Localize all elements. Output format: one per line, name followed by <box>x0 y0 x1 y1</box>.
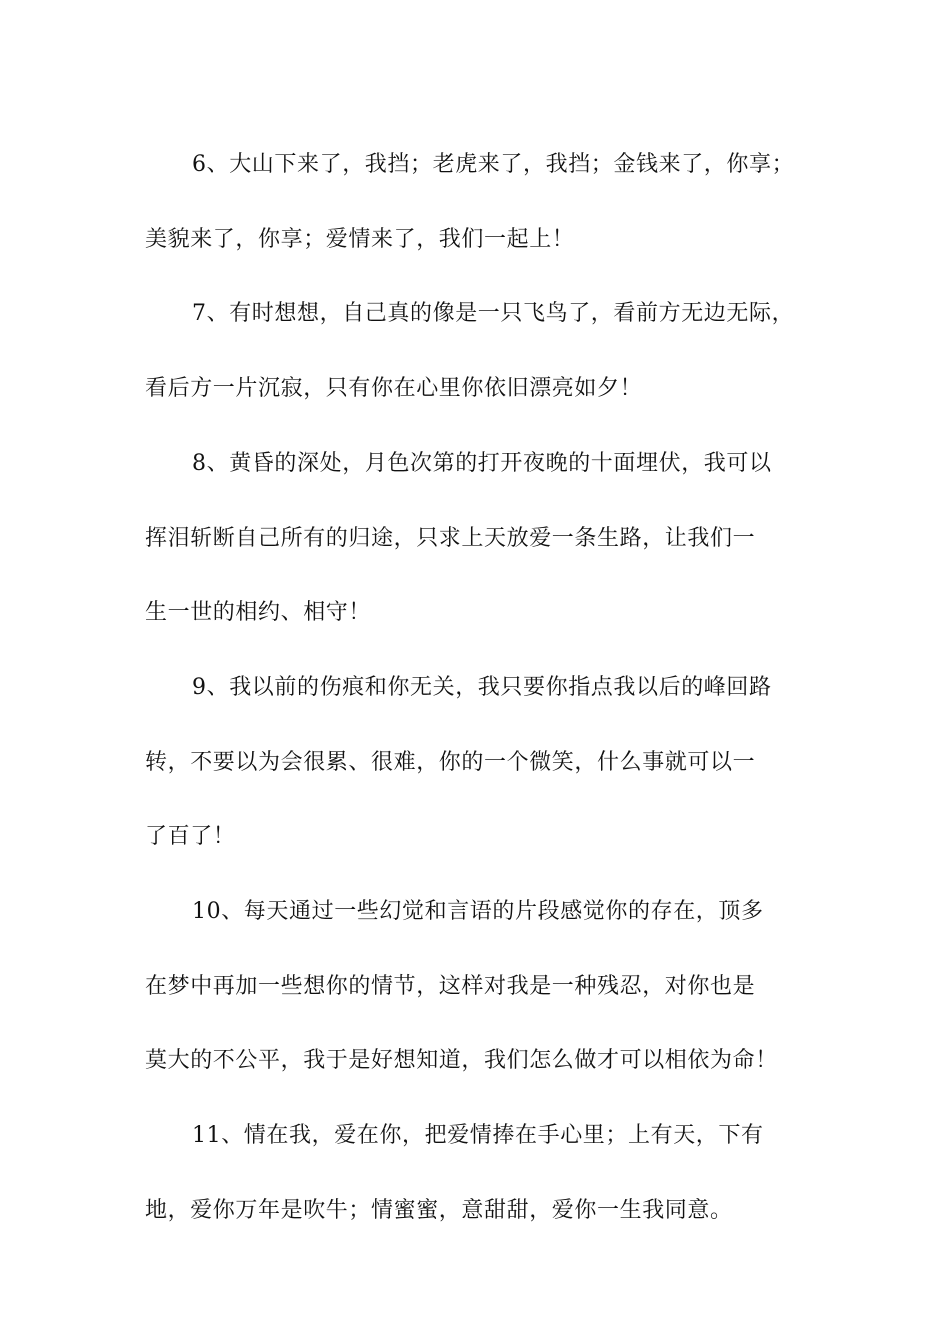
paragraph-line: 9、我以前的伤痕和你无关，我只要你指点我以后的峰回路 <box>192 674 772 700</box>
document-body <box>145 128 825 1249</box>
paragraph-line: 6、大山下来了，我挡；老虎来了，我挡；金钱来了，你享； <box>192 152 795 177</box>
paragraph-line: 莫大的不公平，我于是好想知道，我们怎么做才可以相依为命！ <box>145 1048 778 1074</box>
paragraph-6 <box>145 128 825 277</box>
paragraph-line: 地，爱你万年是吹牛；情蜜蜜，意甜甜，爱你一生我同意。 <box>145 1197 733 1223</box>
paragraph-line: 挥泪斩断自己所有的归途，只求上天放爱一条生路，让我们一 <box>145 525 756 551</box>
paragraph-8 <box>145 427 825 651</box>
paragraph-10 <box>145 875 825 1099</box>
paragraph-line: 8、黄昏的深处，月色次第的打开夜晚的十面埋伏，我可以 <box>192 450 772 476</box>
paragraph-line: 了百了！ <box>145 824 236 850</box>
paragraph-line: 10、每天通过一些幻觉和言语的片段感觉你的存在，顶多 <box>192 899 764 925</box>
paragraph-line: 7、有时想想，自己真的像是一只飞鸟了，看前方无边无际， <box>192 301 795 327</box>
paragraph-line: 看后方一片沉寂，只有你在心里你依旧漂亮如夕！ <box>145 376 643 402</box>
paragraph-line: 生一世的相约、相守！ <box>145 600 372 626</box>
paragraph-9 <box>145 651 825 875</box>
paragraph-line: 转，不要以为会很累、很难，你的一个微笑，什么事就可以一 <box>145 749 756 775</box>
paragraph-line: 在梦中再加一些想你的情节，这样对我是一种残忍，对你也是 <box>145 973 756 999</box>
paragraph-11 <box>145 1099 825 1248</box>
paragraph-line: 美貌来了，你享；爱情来了，我们一起上！ <box>145 226 575 252</box>
paragraph-7 <box>145 277 825 426</box>
paragraph-line: 11、情在我，爱在你，把爱情捧在手心里；上有天，下有 <box>192 1123 764 1149</box>
